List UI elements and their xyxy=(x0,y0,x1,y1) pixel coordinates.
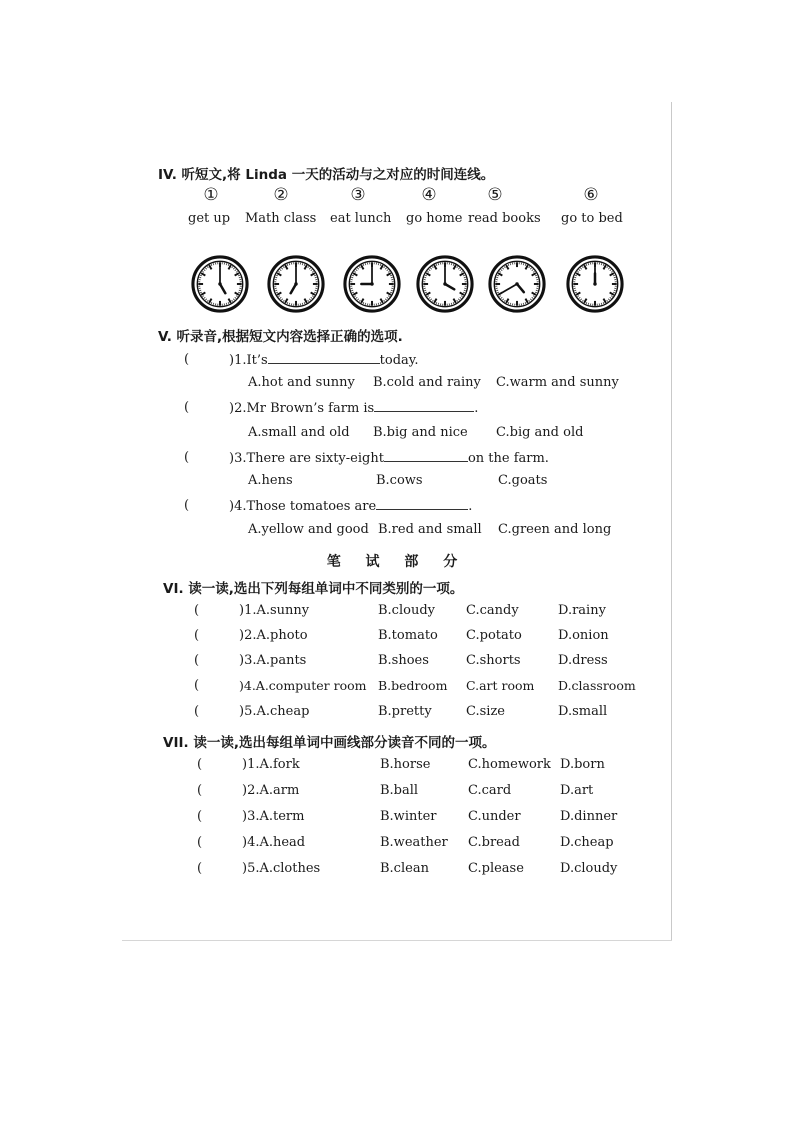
option-7-4-c[interactable]: C.bread xyxy=(468,835,520,850)
option-7-1-a[interactable]: )1.A.fork xyxy=(242,757,300,772)
answer-paren-6-1[interactable]: ( xyxy=(194,603,200,618)
option-7-4-d[interactable]: D.cheap xyxy=(560,835,614,850)
answer-paren-5-4[interactable]: ( xyxy=(184,498,190,513)
option-5-1-a[interactable]: A.hot and sunny xyxy=(248,375,355,390)
option-5-2-c[interactable]: C.big and old xyxy=(496,425,584,440)
number-2: ② xyxy=(273,185,289,205)
option-6-5-b[interactable]: B.pretty xyxy=(378,704,432,719)
option-7-3-d[interactable]: D.dinner xyxy=(560,809,618,824)
fill-blank[interactable] xyxy=(376,498,468,510)
option-7-3-a[interactable]: )3.A.term xyxy=(242,809,305,824)
option-7-1-b[interactable]: B.horse xyxy=(380,757,431,772)
answer-paren-6-2[interactable]: ( xyxy=(194,628,200,643)
question-5-4: )4.Those tomatoes are . xyxy=(229,499,473,514)
option-5-2-a[interactable]: A.small and old xyxy=(248,425,350,440)
number-3: ③ xyxy=(350,185,366,205)
option-7-4-b[interactable]: B.weather xyxy=(380,835,448,850)
clock-7-oclock xyxy=(267,255,325,313)
option-6-2-a[interactable]: )2.A.photo xyxy=(239,628,308,643)
option-6-4-a[interactable]: )4.A.computer room xyxy=(239,678,367,693)
option-6-3-a[interactable]: )3.A.pants xyxy=(239,653,307,668)
option-7-2-a[interactable]: )2.A.arm xyxy=(242,783,300,798)
option-5-3-b[interactable]: B.cows xyxy=(376,473,423,488)
fill-blank[interactable] xyxy=(268,352,380,364)
question-5-1: )1.It’s today. xyxy=(229,353,419,368)
fill-blank[interactable] xyxy=(374,400,474,412)
option-7-5-a[interactable]: )5.A.clothes xyxy=(242,861,321,876)
option-6-5-c[interactable]: C.size xyxy=(466,704,505,719)
answer-paren-5-2[interactable]: ( xyxy=(184,400,190,415)
page-edge-right xyxy=(671,102,672,940)
option-6-1-d[interactable]: D.rainy xyxy=(558,603,606,618)
answer-paren-7-4[interactable]: ( xyxy=(197,835,203,850)
option-5-3-a[interactable]: A.hens xyxy=(248,473,293,488)
option-6-4-c[interactable]: C.art room xyxy=(466,678,535,693)
clock-center-pin xyxy=(515,282,518,285)
section-5-heading: V. 听录音,根据短文内容选择正确的选项. xyxy=(158,329,403,345)
option-7-1-c[interactable]: C.homework xyxy=(468,757,551,772)
option-6-4-b[interactable]: B.bedroom xyxy=(378,678,448,693)
activity-read-books: read books xyxy=(468,211,541,226)
option-7-2-d[interactable]: D.art xyxy=(560,783,594,798)
option-5-1-b[interactable]: B.cold and rainy xyxy=(373,375,481,390)
number-1: ① xyxy=(203,185,219,205)
option-6-4-d[interactable]: D.classroom xyxy=(558,678,636,693)
option-6-1-c[interactable]: C.candy xyxy=(466,603,519,618)
option-6-5-d[interactable]: D.small xyxy=(558,704,608,719)
answer-paren-6-4[interactable]: ( xyxy=(194,678,200,693)
answer-paren-6-5[interactable]: ( xyxy=(194,704,200,719)
answer-paren-5-1[interactable]: ( xyxy=(184,352,190,367)
option-7-3-b[interactable]: B.winter xyxy=(380,809,437,824)
option-7-5-c[interactable]: C.please xyxy=(468,861,524,876)
activity-eat-lunch: eat lunch xyxy=(330,211,392,226)
option-6-1-b[interactable]: B.cloudy xyxy=(378,603,435,618)
option-5-4-b[interactable]: B.red and small xyxy=(378,522,482,537)
clock-center-pin xyxy=(593,282,596,285)
clock-center-pin xyxy=(218,282,221,285)
option-5-3-c[interactable]: C.goats xyxy=(498,473,548,488)
option-7-4-a[interactable]: )4.A.head xyxy=(242,835,306,850)
option-6-2-d[interactable]: D.onion xyxy=(558,628,609,643)
clock-5-oclock xyxy=(191,255,249,313)
activity-go-home: go home xyxy=(406,211,463,226)
option-6-2-b[interactable]: B.tomato xyxy=(378,628,438,643)
number-4: ④ xyxy=(421,185,437,205)
clock-12-oclock xyxy=(566,255,624,313)
activity-go-to-bed: go to bed xyxy=(561,211,623,226)
clock-4-oclock xyxy=(416,255,474,313)
clock-center-pin xyxy=(370,282,373,285)
option-5-4-a[interactable]: A.yellow and good xyxy=(248,522,369,537)
clock-center-pin xyxy=(294,282,297,285)
option-5-1-c[interactable]: C.warm and sunny xyxy=(496,375,619,390)
answer-paren-6-3[interactable]: ( xyxy=(194,653,200,668)
answer-paren-7-3[interactable]: ( xyxy=(197,809,203,824)
answer-paren-7-2[interactable]: ( xyxy=(197,783,203,798)
answer-paren-7-5[interactable]: ( xyxy=(197,861,203,876)
option-7-5-d[interactable]: D.cloudy xyxy=(560,861,618,876)
option-5-4-c[interactable]: C.green and long xyxy=(498,522,612,537)
section-4-heading: IV. 听短文,将 Linda 一天的活动与之对应的时间连线。 xyxy=(158,167,495,183)
option-6-5-a[interactable]: )5.A.cheap xyxy=(239,704,310,719)
option-6-2-c[interactable]: C.potato xyxy=(466,628,522,643)
option-6-3-d[interactable]: D.dress xyxy=(558,653,608,668)
number-6: ⑥ xyxy=(583,185,599,205)
option-7-1-d[interactable]: D.born xyxy=(560,757,605,772)
clock-center-pin xyxy=(443,282,446,285)
written-part-title: 笔 试 部 分 xyxy=(326,554,468,570)
section-6-heading: VI. 读一读,选出下列每组单词中不同类别的一项。 xyxy=(163,581,464,597)
question-5-2: )2.Mr Brown’s farm is . xyxy=(229,401,479,416)
option-7-5-b[interactable]: B.clean xyxy=(380,861,429,876)
option-6-3-b[interactable]: B.shoes xyxy=(378,653,429,668)
option-7-3-c[interactable]: C.under xyxy=(468,809,521,824)
question-5-3: )3.There are sixty-eight on the farm. xyxy=(229,451,549,466)
activity-get-up: get up xyxy=(188,211,231,226)
clock-9-oclock xyxy=(343,255,401,313)
option-7-2-b[interactable]: B.ball xyxy=(380,783,419,798)
section-7-heading: VII. 读一读,选出每组单词中画线部分读音不同的一项。 xyxy=(163,735,496,751)
option-7-2-c[interactable]: C.card xyxy=(468,783,512,798)
answer-paren-7-1[interactable]: ( xyxy=(197,757,203,772)
activity-math-class: Math class xyxy=(245,211,317,226)
clock-4-40 xyxy=(488,255,546,313)
option-6-3-c[interactable]: C.shorts xyxy=(466,653,521,668)
answer-paren-5-3[interactable]: ( xyxy=(184,450,190,465)
option-6-1-a[interactable]: )1.A.sunny xyxy=(239,603,310,618)
page-edge-bottom xyxy=(122,940,672,941)
fill-blank[interactable] xyxy=(384,450,468,462)
option-5-2-b[interactable]: B.big and nice xyxy=(373,425,468,440)
number-5: ⑤ xyxy=(487,185,503,205)
